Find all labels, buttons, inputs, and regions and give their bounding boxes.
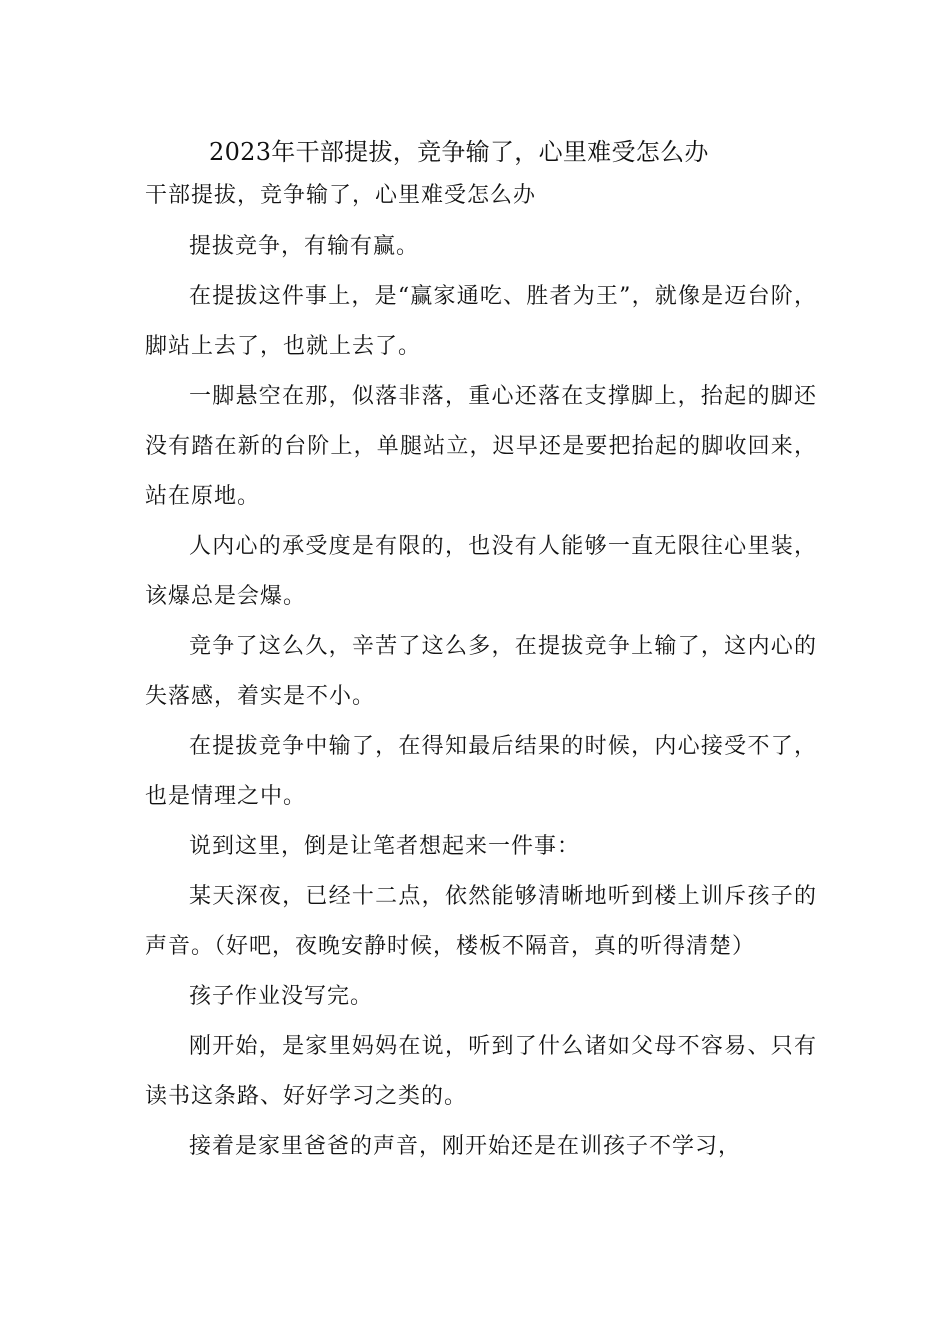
document-title: 2023年干部提拔，竞争输了，心里难受怎么办 xyxy=(209,138,709,166)
paragraph: 孩子作业没写完。 xyxy=(189,984,374,1009)
paragraph: 人内心的承受度是有限的，也没有人能够一直无限往心里装，该爆总是会爆。 xyxy=(145,534,817,609)
paragraph: 某天深夜，已经十二点，依然能够清晰地听到楼上训斥孩子的声音。（好吧，夜晚安静时候，楼板不隔音，真的听得清楚） xyxy=(145,884,817,959)
document-body xyxy=(145,128,817,1172)
document-subtitle: 干部提拔，竞争输了，心里难受怎么办 xyxy=(145,183,537,208)
paragraph: 刚开始，是家里妈妈在说，听到了什么诸如父母不容易、只有读书这条路、好好学习之类的。 xyxy=(145,1034,817,1109)
paragraph: 一脚悬空在那，似落非落，重心还落在支撑脚上，抬起的脚还没有踏在新的台阶上，单腿站立，迟早还是要把抬起的脚收回来，站在原地。 xyxy=(145,384,817,509)
paragraph: 竞争了这么久，辛苦了这么多，在提拔竞争上输了，这内心的失落感，着实是不小。 xyxy=(145,634,817,709)
paragraph: 说到这里，倒是让笔者想起来一件事： xyxy=(189,834,581,859)
paragraph: 在提拔竞争中输了，在得知最后结果的时候，内心接受不了，也是情理之中。 xyxy=(145,734,817,809)
paragraph: 接着是家里爸爸的声音，刚开始还是在训孩子不学习， xyxy=(189,1134,742,1159)
paragraph: 在提拔这件事上，是“赢家通吃、胜者为王”，就像是迈台阶，脚站上去了，也就上去了。 xyxy=(145,284,817,359)
paragraph: 提拔竞争，有输有赢。 xyxy=(189,234,420,259)
